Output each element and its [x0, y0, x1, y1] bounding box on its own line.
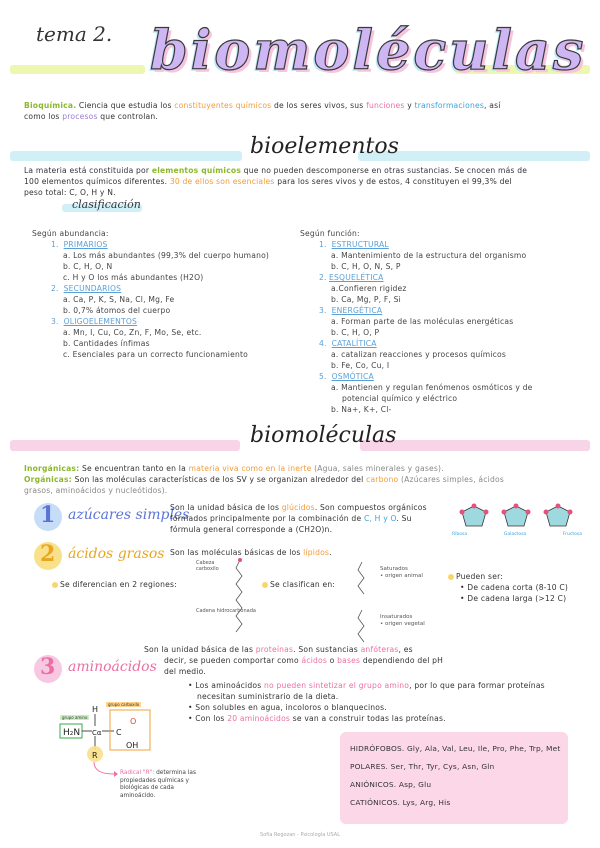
- fatty-acid-chain-illustration: [228, 556, 252, 640]
- azucares-text: Son la unidad básica de los glúcidos. Son compuestos orgánicos formados principalmente por la combinación de C, H y O. Su fórmula general corresponde a (CH2O)n.: [170, 503, 427, 534]
- highlight-bar: [10, 440, 240, 451]
- amino-acid-structure: [58, 704, 158, 768]
- bullet: [448, 574, 454, 580]
- section-title-biomoleculas: biomoléculas: [250, 423, 397, 448]
- funcion-label: Según función:: [300, 229, 360, 238]
- tema-label: tema 2.: [36, 22, 113, 46]
- svg-text:C: C: [116, 728, 122, 737]
- galactosa-molecule: [502, 504, 531, 527]
- bioelementos-paragraph: La materia está constituida por elementos químicos que no pueden descomponerse en otras sustancias. Se cnocen más de 100 elementos químicos diferentes. 30 de ellos son esenciales para los seres vivos y de estos, 4 constituyen el 99,3% del peso total: C, O, H y N.: [24, 166, 528, 197]
- aminoacidos-label: aminoácidos: [68, 659, 157, 675]
- number-1: 1: [40, 502, 56, 528]
- svg-text:OH: OH: [126, 741, 139, 750]
- cabeza-label: Cabeza carboxilo: [196, 560, 219, 572]
- ribosa-molecule: [460, 504, 489, 527]
- page-title: biomoléculas: [150, 18, 587, 82]
- footer-credit: Sofía Regozan - Psicología USAL: [260, 832, 340, 838]
- insaturados-block: Insaturados • origen vegetal: [380, 614, 425, 627]
- clasifican-text: Se clasifican en:: [270, 580, 336, 589]
- abundancia-list: Según abundancia: 1. PRIMARIOS a. Los más abundantes (99,3% del cuerpo humano) b. C, H, O, N c. H y O los más abundantes (H2O) 2. SECUNDARIOS a. Ca, P, K, S, Na, Cl, Mg, Fe b. 0,7% átomos del cuerpo 3. OLIGOELEMENTOS a. Mn, I, Cu, Co, Zn, F, Mo, Se, etc. b. Cantidades ínfimas c. Esenciales para un correcto funcionamiento: [32, 228, 292, 360]
- aminoacidos-bullets: • Los aminoácidos no pueden sintetizar el grupo amino, por lo que para formar proteínas necesitan suministrario de la dieta. • Son solubles en agua, incoloros o blanquecinos. • Con los 20 aminoácidos se van a construir todas las proteínas.: [188, 681, 545, 723]
- clasificacion-label: clasificación: [72, 198, 141, 211]
- number-3: 3: [40, 654, 56, 680]
- section-title-bioelementos: bioelementos: [250, 134, 399, 159]
- saturados-block: Saturados • origen animal: [380, 566, 423, 579]
- highlight-bar: [10, 151, 242, 161]
- grupo-amino-label: grupo amino: [62, 715, 88, 720]
- svg-text:H₂N: H₂N: [63, 728, 81, 738]
- sugar-names: Ribosa Galactosa Fructosa: [452, 532, 582, 537]
- svg-text:Cα: Cα: [92, 729, 102, 737]
- svg-text:O: O: [130, 717, 137, 726]
- azucares-label: azúcares simples: [68, 507, 190, 523]
- regiones-text: Se diferencian en 2 regiones:: [60, 580, 177, 589]
- grupo-carboxilo-label: grupo carboxilo: [108, 702, 140, 707]
- fructosa-molecule: [544, 504, 573, 527]
- number-2: 2: [40, 541, 56, 567]
- highlight-bar: [10, 65, 145, 74]
- acidos-label: ácidos grasos: [68, 546, 165, 562]
- acidos-text: Son las moléculas básicas de los lípidos.: [170, 548, 332, 557]
- aminoacidos-text: Son la unidad básica de las proteínas. Son sustancias anfóteras, es decir, se pueden comportar como ácidos o bases dependiendo del pH del medio.: [144, 645, 444, 676]
- bullet: [262, 582, 268, 588]
- arrow-icon: [88, 760, 118, 780]
- radical-note: Radical "R": determina las propiedades químicas y biológicas de cada aminoácido.: [120, 770, 196, 799]
- svg-text:H: H: [92, 705, 99, 714]
- aminoacid-classes-list: HIDRÓFOBOS. Gly, Ala, Val, Leu, Ile, Pro, Phe, Trp, Met POLARES. Ser, Thr, Tyr, Cys, Asn, Gln ANIÓNICOS. Asp, Glu CATIÓNICOS. Lys, Arg, His: [350, 744, 561, 807]
- pueden-block: Pueden ser: • De cadena corta (8-10 C) • De cadena larga (>12 C): [456, 572, 569, 603]
- intro-paragraph: Bioquímica. Ciencia que estudia los constituyentes químicos de los seres vivos, sus funciones y transformaciones, así como los procesos que controlan.: [24, 101, 501, 121]
- saturated-unsaturated-illustration: [348, 560, 376, 650]
- funcion-list: Según función: 1. ESTRUCTURAL a. Mantenimiento de la estructura del organismo b. C, H, O, N, S, P 2. ESQUELÉTICA a.Confieren rigidez b. Ca, Mg, P, F, Si 3. ENERGÉTICA a. Forman parte de las moléculas energéticas b. C, H, O, P 4. CATALÍTICA a. catalizan reacciones y procesos químicos b. Fe, Co, Cu, I 5. OSMÓTICA a. Mantienen y regulan fenómenos osmóticos y de potencial químico y eléctrico b. Na+, K+, Cl-: [300, 228, 590, 415]
- abundancia-label: Según abundancia:: [32, 229, 109, 238]
- cadena-label: Cadena hidrocarbonada: [196, 608, 256, 614]
- biomoleculas-paragraph: Inorgánicas: Se encuentran tanto en la materia viva como en la inerte (Agua, sales minerales y gases). Orgánicas: Son las moléculas características de los SV y se organizan alrededor del carbono (Azúcares simples, ácidos grasos, aminoácidos y nucleótidos).: [24, 464, 504, 495]
- bullet: [52, 582, 58, 588]
- svg-text:R: R: [92, 751, 98, 760]
